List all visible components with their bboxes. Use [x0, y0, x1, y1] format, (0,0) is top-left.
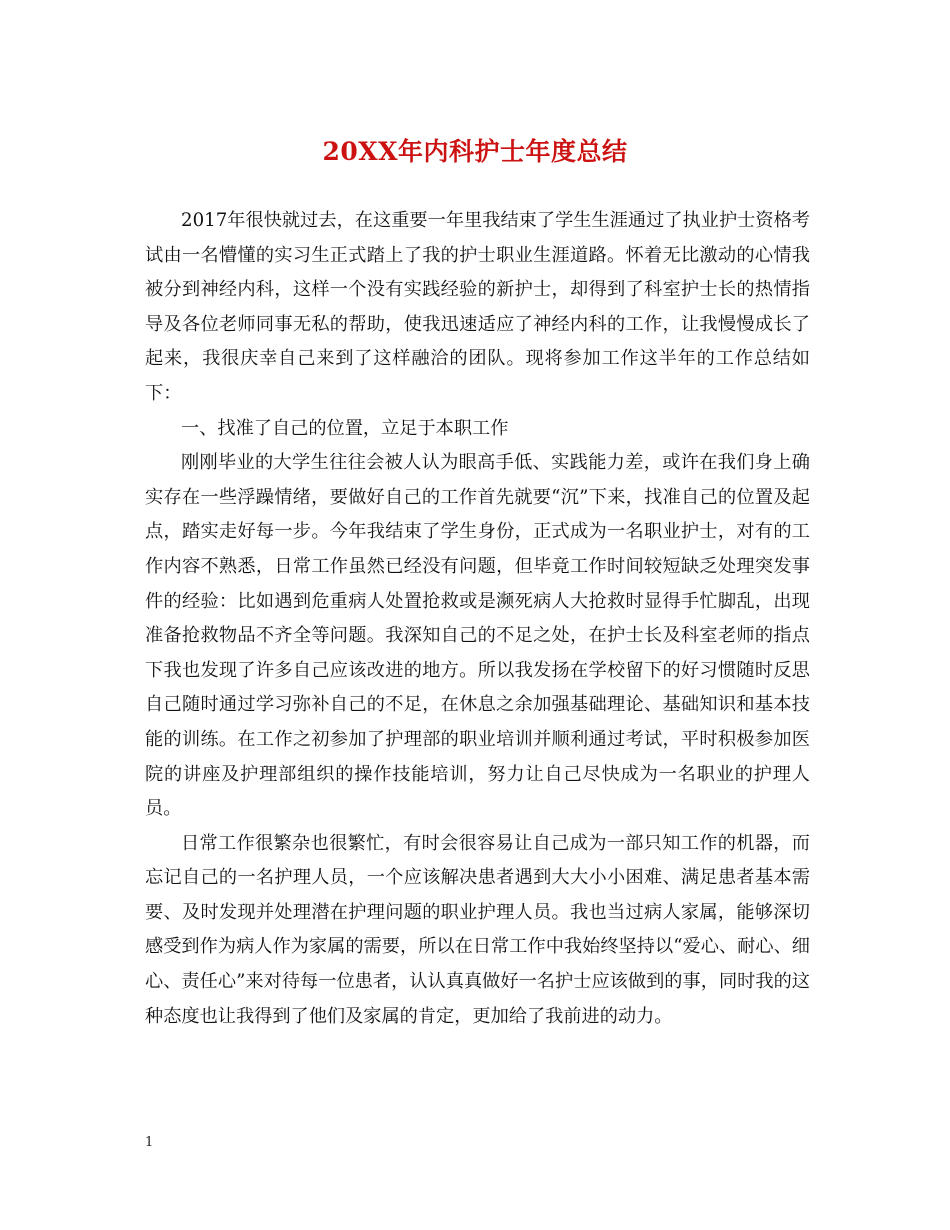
section-heading-1: 一、找准了自己的位置，立足于本职工作 — [181, 417, 509, 439]
document-body — [145, 204, 810, 1034]
page-number: 1 — [145, 1135, 154, 1150]
paragraph-daily-work: 日常工作很繁杂也很繁忙，有时会很容易让自己成为一部只知工作的机器，而忘记自己的一名护理人员，一个应该解决患者遇到大大小小困难、满足患者基本需要、及时发现并处理潜在护理问题的职业护理人员。我也当过病人家属，能够深切感受到作为病人作为家属的需要，所以在日常工作中我始终坚持以“爱心、耐心、细心、责任心”来对待每一位患者，认认真真做好一名护士应该做到的事，同时我的这种态度也让我得到了他们及家属的肯定，更加给了我前进的动力。 — [145, 832, 810, 1027]
paragraph-position: 刚刚毕业的大学生往往会被人认为眼高手低、实践能力差，或许在我们身上确实存在一些浮躁情绪，要做好自己的工作首先就要“沉”下来，找准自己的位置及起点，踏实走好每一步。今年我结束了学生身份，正式成为一名职业护士，对有的工作内容不熟悉，日常工作虽然已经没有问题，但毕竟工作时间较短缺乏处理突发事件的经验：比如遇到危重病人处置抢救或是濒死病人大抢救时显得手忙脚乱，出现准备抢救物品不齐全等问题。我深知自己的不足之处，在护士长及科室老师的指点下我也发现了许多自己应该改进的地方。所以我发扬在学校留下的好习惯随时反思自己随时通过学习弥补自己的不足，在休息之余加强基础理论、基础知识和基本技能的训练。在工作之初参加了护理部的职业培训并顺利通过考试，平时积极参加医院的讲座及护理部组织的操作技能培训，努力让自己尽快成为一名职业的护理人员。 — [145, 452, 810, 820]
paragraph-intro: 2017年很快就过去，在这重要一年里我结束了学生生涯通过了执业护士资格考试由一名懵懂的实习生正式踏上了我的护士职业生涯道路。怀着无比激动的心情我被分到神经内科，这样一个没有实践经验的新护士，却得到了科室护士长的热情指导及各位老师同事无私的帮助，使我迅速适应了神经内科的工作，让我慢慢成长了起来，我很庆幸自己来到了这样融洽的团队。现将参加工作这半年的工作总结如下： — [145, 210, 810, 404]
document-title: 20XX年内科护士年度总结 — [322, 137, 628, 166]
